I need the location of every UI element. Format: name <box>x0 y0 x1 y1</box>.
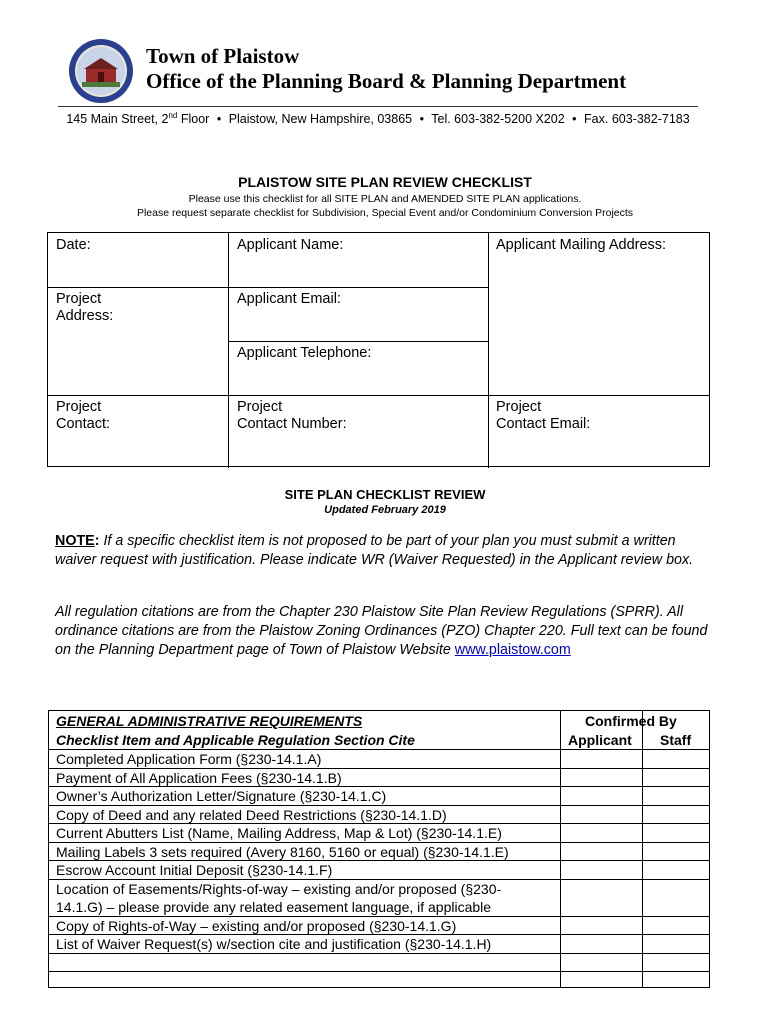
office-name: Office of the Planning Board & Planning Department <box>146 69 627 93</box>
note-paragraph <box>55 532 715 570</box>
town-name: Town of Plaistow <box>146 44 300 68</box>
project-contact-email-field[interactable] <box>496 399 590 433</box>
column-header: Checklist Item and Applicable Regulation Section Cite <box>56 731 415 748</box>
applicant-mailing-address-field[interactable]: Applicant Mailing Address: <box>496 237 667 253</box>
grid-line <box>228 233 229 468</box>
staff-confirm-cell[interactable] <box>643 768 709 787</box>
website-link[interactable]: www.plaistow.com <box>454 642 571 658</box>
bullet-icon: • <box>572 112 577 127</box>
contact-number-label-1: Project <box>237 399 283 415</box>
checklist-subtitle-1: Please use this checklist for all SITE PLAN and AMENDED SITE PLAN applications. <box>188 193 582 205</box>
header-address <box>58 111 698 126</box>
project-contact-number-field[interactable] <box>237 399 347 433</box>
date-field[interactable]: Date: <box>56 237 91 253</box>
bullet-icon: • <box>419 112 424 127</box>
applicant-email-field[interactable]: Applicant Email: <box>237 291 341 307</box>
applicant-confirm-cell[interactable] <box>561 823 641 842</box>
contact-email-label-2: Contact Email: <box>496 416 591 432</box>
staff-confirm-cell[interactable] <box>643 934 709 953</box>
contact-email-label-1: Project <box>496 399 542 415</box>
table-row: Owner’s Authorization Letter/Signature (§230-14.1.C) <box>56 788 387 804</box>
table-row: Completed Application Form (§230-14.1.A) <box>56 751 322 767</box>
header-divider <box>58 106 698 107</box>
applicant-confirm-cell[interactable] <box>561 934 641 953</box>
checklist-title: PLAISTOW SITE PLAN REVIEW CHECKLIST <box>238 174 532 190</box>
applicant-confirm-cell[interactable] <box>561 786 641 805</box>
project-address-field[interactable] <box>56 291 113 325</box>
grid-line <box>488 233 489 468</box>
project-contact-label-2: Contact: <box>56 416 110 432</box>
table-row: Current Abutters List (Name, Mailing Address, Map & Lot) (§230-14.1.E) <box>56 825 502 841</box>
note-colon: : <box>94 533 100 549</box>
table-row: Escrow Account Initial Deposit (§230-14.1.F) <box>56 862 333 878</box>
address-sup: nd <box>168 111 178 120</box>
staff-confirm-cell[interactable] <box>643 749 709 768</box>
checklist-table <box>48 710 710 988</box>
project-address-label-1: Project <box>56 291 102 307</box>
address-fax: Fax. 603-382-7183 <box>584 112 690 127</box>
applicant-telephone-field[interactable]: Applicant Telephone: <box>237 345 372 361</box>
staff-confirm-cell[interactable] <box>643 953 709 972</box>
applicant-confirm-cell[interactable] <box>561 916 641 935</box>
table-row: Copy of Deed and any related Deed Restrictions (§230-14.1.D) <box>56 806 447 823</box>
note-text: If a specific checklist item is not proposed to be part of your plan you must submit a written waiver request with justification. Please indicate WR (Waiver Requested) in the Applicant review box. <box>55 533 694 568</box>
applicant-confirm-cell[interactable] <box>561 860 641 879</box>
project-contact-label-1: Project <box>56 399 102 415</box>
table-row: List of Waiver Request(s) w/section cite and justification (§230-14.1.H) <box>56 936 492 952</box>
table-row: 14.1.G) – please provide any related easement language, if applicable <box>56 899 492 915</box>
table-row: Copy of Rights-of-Way – existing and/or proposed (§230-14.1.G) <box>56 917 457 934</box>
applicant-confirm-cell[interactable] <box>561 879 641 916</box>
staff-confirm-cell[interactable] <box>643 805 709 824</box>
checklist-subtitle-2: Please request separate checklist for Subdivision, Special Event and/or Condominium Conversion Projects <box>136 207 634 219</box>
review-updated: Updated February 2019 <box>324 504 446 516</box>
review-title: SITE PLAN CHECKLIST REVIEW <box>284 487 486 502</box>
table-row: Payment of All Application Fees (§230-14.1.B) <box>56 769 342 786</box>
note-label: NOTE <box>55 533 95 549</box>
citations-text: All regulation citations are from the Chapter 230 Plaistow Site Plan Review Regulations (SPRR). All ordinance citations are from the Plaistow Zoning Ordinances (PZO) Chapter 220. Full text can be found on the Planning Department page of Town of Plaistow Website <box>55 604 708 658</box>
address-city: Plaistow, New Hampshire, 03865 <box>228 112 413 127</box>
applicant-confirm-cell[interactable] <box>561 842 641 861</box>
staff-confirm-cell[interactable] <box>643 916 709 935</box>
contact-number-label-2: Contact Number: <box>237 416 347 432</box>
applicant-confirm-cell[interactable] <box>561 971 641 990</box>
staff-confirm-cell[interactable] <box>643 971 709 990</box>
staff-column-header: Staff <box>660 732 692 748</box>
grid-line <box>228 341 488 342</box>
applicant-info-grid <box>47 232 710 467</box>
staff-confirm-cell[interactable] <box>643 842 709 861</box>
applicant-column-header: Applicant <box>568 732 632 748</box>
grid-line <box>48 395 709 396</box>
staff-confirm-cell[interactable] <box>643 786 709 805</box>
staff-confirm-cell[interactable] <box>643 860 709 879</box>
header-title <box>146 44 626 94</box>
citations-paragraph <box>55 603 715 660</box>
applicant-confirm-cell[interactable] <box>561 953 641 972</box>
section-header: GENERAL ADMINISTRATIVE REQUIREMENTS <box>56 713 363 729</box>
grid-line <box>48 287 488 288</box>
address-floor: Floor <box>177 112 210 127</box>
confirmed-by-header: Confirmed By <box>585 713 677 729</box>
project-contact-field[interactable] <box>56 399 110 433</box>
town-seal-logo <box>68 38 134 104</box>
address-tel: Tel. 603-382-5200 X202 <box>431 112 565 127</box>
staff-confirm-cell[interactable] <box>643 879 709 916</box>
applicant-confirm-cell[interactable] <box>561 749 641 768</box>
applicant-confirm-cell[interactable] <box>561 805 641 824</box>
project-address-label-2: Address: <box>56 308 114 324</box>
applicant-name-field[interactable]: Applicant Name: <box>237 237 344 253</box>
applicant-confirm-cell[interactable] <box>561 768 641 787</box>
table-row: Location of Easements/Rights-of-way – existing and/or proposed (§230- <box>56 880 502 897</box>
address-street: 145 Main Street, 2 <box>66 112 169 127</box>
bullet-icon: • <box>216 112 222 127</box>
staff-confirm-cell[interactable] <box>643 823 709 842</box>
table-row: Mailing Labels 3 sets required (Avery 8160, 5160 or equal) (§230-14.1.E) <box>56 843 509 860</box>
